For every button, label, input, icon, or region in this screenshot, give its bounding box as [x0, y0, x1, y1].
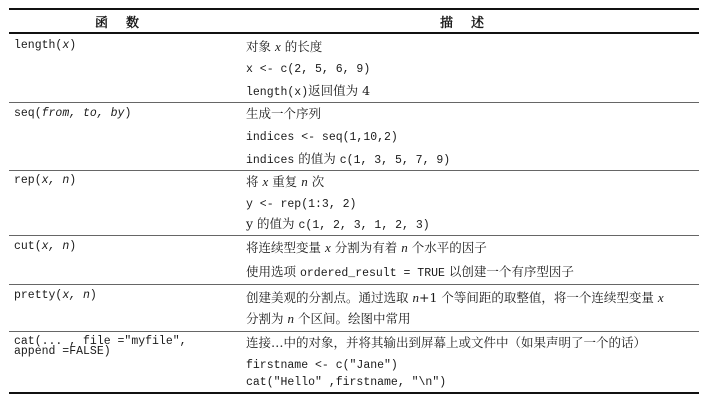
code-example: y <- rep(1:3, 2): [246, 198, 357, 211]
table-top-rule: [9, 8, 699, 10]
code-example: firstname <- c("Jane"): [246, 359, 398, 372]
code-example: cat("Hello" ,firstname, "\n"): [246, 376, 447, 389]
code-example: x <- c(2, 5, 6, 9): [246, 63, 371, 76]
code-result: length(x)返回值为 4: [246, 83, 371, 99]
description-line: 创建美观的分割点。通过选取 n+1 个等间距的取整值，将一个连续型变量 x: [246, 290, 664, 305]
code-result: y 的值为 c(1, 2, 3, 1, 2, 3): [246, 216, 430, 232]
row-divider: [9, 170, 699, 171]
description-line: 将连续型变量 x 分割为有着 n 个水平的因子: [246, 240, 487, 255]
function-signature: rep(x, n): [14, 174, 77, 187]
function-signature: cut(x, n): [14, 240, 77, 253]
row-divider: [9, 235, 699, 236]
function-signature: pretty(x, n): [14, 289, 97, 302]
row-divider: [9, 102, 699, 103]
header-description: 描述: [440, 16, 503, 31]
code-example: indices <- seq(1,10,2): [246, 131, 398, 144]
description-line: 对象 x 的长度: [246, 39, 323, 54]
function-signature: seq(from, to, by): [14, 107, 132, 120]
description-line: 使用选项 ordered_result = TRUE 以创建一个有序型因子: [246, 264, 574, 280]
description-line: 生成一个序列: [246, 106, 322, 121]
code-result: indices 的值为 c(1, 3, 5, 7, 9): [246, 151, 451, 167]
header-function: 函数: [95, 16, 158, 31]
function-signature-continued: append =FALSE): [14, 345, 111, 358]
description-line: 将 x 重复 n 次: [246, 174, 325, 189]
function-signature: length(x): [14, 39, 77, 52]
function-signature: cat(... , file ="myfile",: [14, 335, 187, 348]
table-bottom-rule: [9, 392, 699, 394]
header-bottom-rule: [9, 32, 699, 34]
row-divider: [9, 331, 699, 332]
description-line: 分割为 n 个区间。绘图中常用: [246, 311, 411, 326]
description-line: 连接…中的对象，并将其输出到屏幕上或文件中（如果声明了一个的话）: [246, 335, 647, 350]
row-divider: [9, 284, 699, 285]
